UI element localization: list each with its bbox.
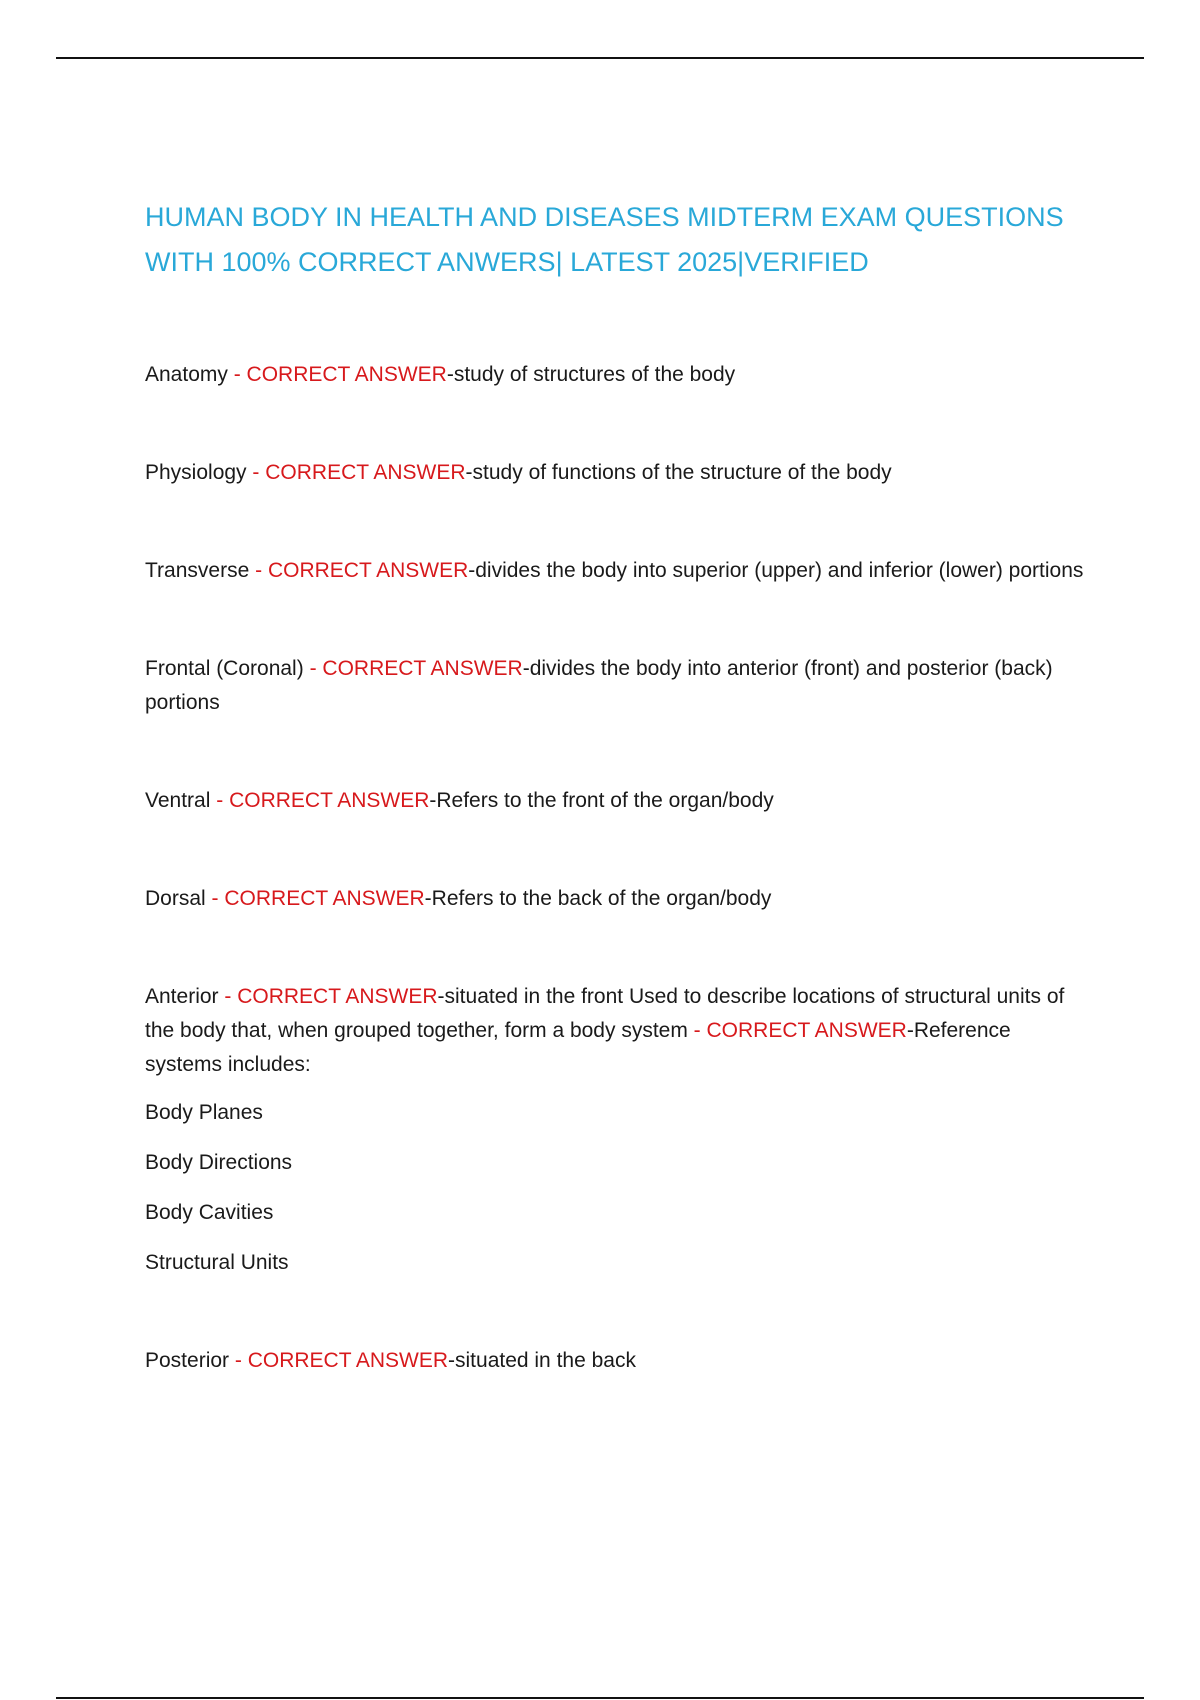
separator: - xyxy=(249,559,268,582)
correct-answer-label: CORRECT ANSWER xyxy=(706,1019,907,1042)
qa-item-dorsal xyxy=(145,882,1085,916)
document-body xyxy=(145,195,1085,1442)
answer-text: -situated in the back xyxy=(448,1349,636,1372)
top-rule xyxy=(56,57,1144,59)
correct-answer-label: CORRECT ANSWER xyxy=(224,887,425,910)
answer-text: -divides the body into anterior (front) and posterior (back) portions xyxy=(145,657,1053,714)
sublist-item: Body Cavities xyxy=(145,1201,274,1224)
answer-text: -divides the body into superior (upper) and inferior (lower) portions xyxy=(468,559,1084,582)
answer-text: -Refers to the back of the organ/body xyxy=(424,887,772,910)
separator: - xyxy=(218,985,238,1008)
correct-answer-label: CORRECT ANSWER xyxy=(322,657,523,680)
qa-item-posterior xyxy=(145,1344,1085,1378)
answer-text: -situated in the front Used to describe locations of structural units of the body that, when grouped together, form a body system xyxy=(145,985,1065,1042)
term: Transverse xyxy=(145,559,250,582)
bottom-rule xyxy=(56,1697,1144,1699)
qa-item-anterior xyxy=(145,980,1085,1082)
separator: - xyxy=(246,461,266,484)
qa-item-anatomy xyxy=(145,358,1085,392)
term: Dorsal xyxy=(145,887,206,910)
answer-text: -study of structures of the body xyxy=(446,363,736,386)
correct-answer-label: CORRECT ANSWER xyxy=(267,559,469,582)
separator: - xyxy=(229,1349,248,1372)
term: Anatomy xyxy=(145,363,228,386)
correct-answer-label: CORRECT ANSWER xyxy=(229,789,430,812)
correct-answer-label: CORRECT ANSWER xyxy=(247,1349,449,1372)
qa-item-ventral xyxy=(145,784,1085,818)
sublist-item: Body Directions xyxy=(145,1151,293,1174)
term: Frontal (Coronal) xyxy=(145,657,304,680)
separator: - xyxy=(227,363,247,386)
title-line-2: WITH 100% CORRECT ANWERS| LATEST 2025|VERIFIED xyxy=(145,247,869,277)
correct-answer-label: CORRECT ANSWER xyxy=(265,461,466,484)
qa-item-physiology xyxy=(145,456,1085,490)
term: Physiology xyxy=(145,461,247,484)
term: Posterior xyxy=(145,1349,230,1372)
separator: - xyxy=(205,887,225,910)
qa-item-transverse xyxy=(145,554,1085,588)
term: Ventral xyxy=(145,789,211,812)
answer-text: -Refers to the front of the organ/body xyxy=(429,789,774,812)
answer-text-2: -Reference systems includes: xyxy=(145,1019,1011,1076)
separator: - xyxy=(210,789,230,812)
separator: - xyxy=(303,657,323,680)
separator: - xyxy=(687,1019,707,1042)
title-line-1: HUMAN BODY IN HEALTH AND DISEASES MIDTERM EXAM QUESTIONS xyxy=(145,202,1064,232)
term: Anterior xyxy=(145,985,219,1008)
qa-item-frontal xyxy=(145,652,1085,720)
answer-text: -study of functions of the structure of the body xyxy=(465,461,892,484)
sublist-item: Structural Units xyxy=(145,1251,289,1274)
correct-answer-label: CORRECT ANSWER xyxy=(246,363,447,386)
document-title xyxy=(145,195,1085,285)
correct-answer-label: CORRECT ANSWER xyxy=(237,985,438,1008)
sublist-item: Body Planes xyxy=(145,1101,263,1124)
